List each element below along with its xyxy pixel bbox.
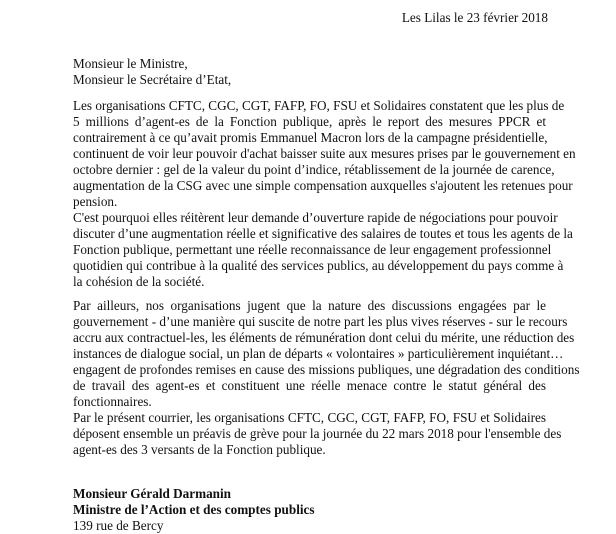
- recipient-address: 139 rue de Bercy: [73, 518, 164, 533]
- paragraph-2: [73, 210, 573, 290]
- text-line: Par ailleurs, nos organisations jugent que la nature des discussions engagées par le: [73, 298, 546, 313]
- text-line: engagent de profondes remises en cause des missions publiques, une dégradation des conditions: [73, 362, 580, 377]
- recipient-title: Ministre de l’Action et des comptes publics: [73, 502, 315, 517]
- text-line: 5 millions d’agent-es de la Fonction publique, après le report des mesures PPCR et: [73, 114, 546, 129]
- text-line: pension.: [73, 194, 118, 209]
- text-line: octobre dernier : gel de la valeur du point d’indice, rétablissement de la journée de carence,: [73, 162, 555, 177]
- text-line: C'est pourquoi elles réitèrent leur demande d’ouverture rapide de négociations pour pouvoir: [73, 210, 558, 225]
- letter-date: Les Lilas le 23 février 2018: [401, 10, 548, 25]
- text-line: agent-es des 3 versants de la Fonction publique.: [73, 442, 326, 457]
- text-line: de travail des agent-es et constituent une réelle menace contre le statut général des: [73, 378, 546, 393]
- text-line: discuter d’une augmentation réelle et significative des salaires de toutes et tous les agents de la: [73, 226, 573, 241]
- text-line: Les organisations CFTC, CGC, CGT, FAFP, FO, FSU et Solidaires constatent que les plus de: [73, 98, 565, 113]
- text-line: contrairement à ce qu’avait promis Emmanuel Macron lors de la campagne présidentielle,: [73, 130, 548, 145]
- text-line: déposent ensemble un préavis de grève pour la journée du 22 mars 2018 pour l'ensemble des: [73, 426, 562, 441]
- salutation-line: Monsieur le Ministre,: [73, 56, 188, 71]
- recipient-name: Monsieur Gérald Darmanin: [73, 486, 232, 501]
- text-line: Fonction publique, permettant une réelle reconnaissance de leur engagement professionnel: [73, 242, 552, 257]
- paragraph-1: [73, 98, 576, 210]
- text-line: augmentation de la CSG avec une simple compensation auxquelles s'ajoutent les retenues pour: [73, 178, 573, 193]
- text-line: gouvernement - d’une manière qui suscite de notre part les plus vives réserves - sur le recours: [73, 314, 568, 329]
- salutation-line: Monsieur le Secrétaire d’Etat,: [73, 72, 232, 87]
- text-line: instances de dialogue social, un plan de départs « volontaires » particulièrement inquiétant…: [73, 346, 564, 361]
- paragraph-3: [73, 298, 580, 410]
- text-line: accru aux contractuel-les, les éléments de rémunération dont celui du mérite, une réduction des: [73, 330, 575, 345]
- text-line: quotidien qui contribue à la qualité des services publics, au développement du pays comme à: [73, 258, 564, 273]
- text-line: Par le présent courrier, les organisations CFTC, CGC, CGT, FAFP, FO, FSU et Solidaires: [73, 410, 546, 425]
- salutation-block: [73, 56, 231, 88]
- text-line: la cohésion de la société.: [73, 274, 205, 289]
- text-line: fonctionnaires.: [73, 394, 152, 409]
- text-line: continuent de voir leur pouvoir d'achat baisser suite aux mesures prises par le gouvernement en: [73, 146, 576, 161]
- recipient-block: [73, 486, 315, 534]
- paragraph-4: [73, 410, 562, 458]
